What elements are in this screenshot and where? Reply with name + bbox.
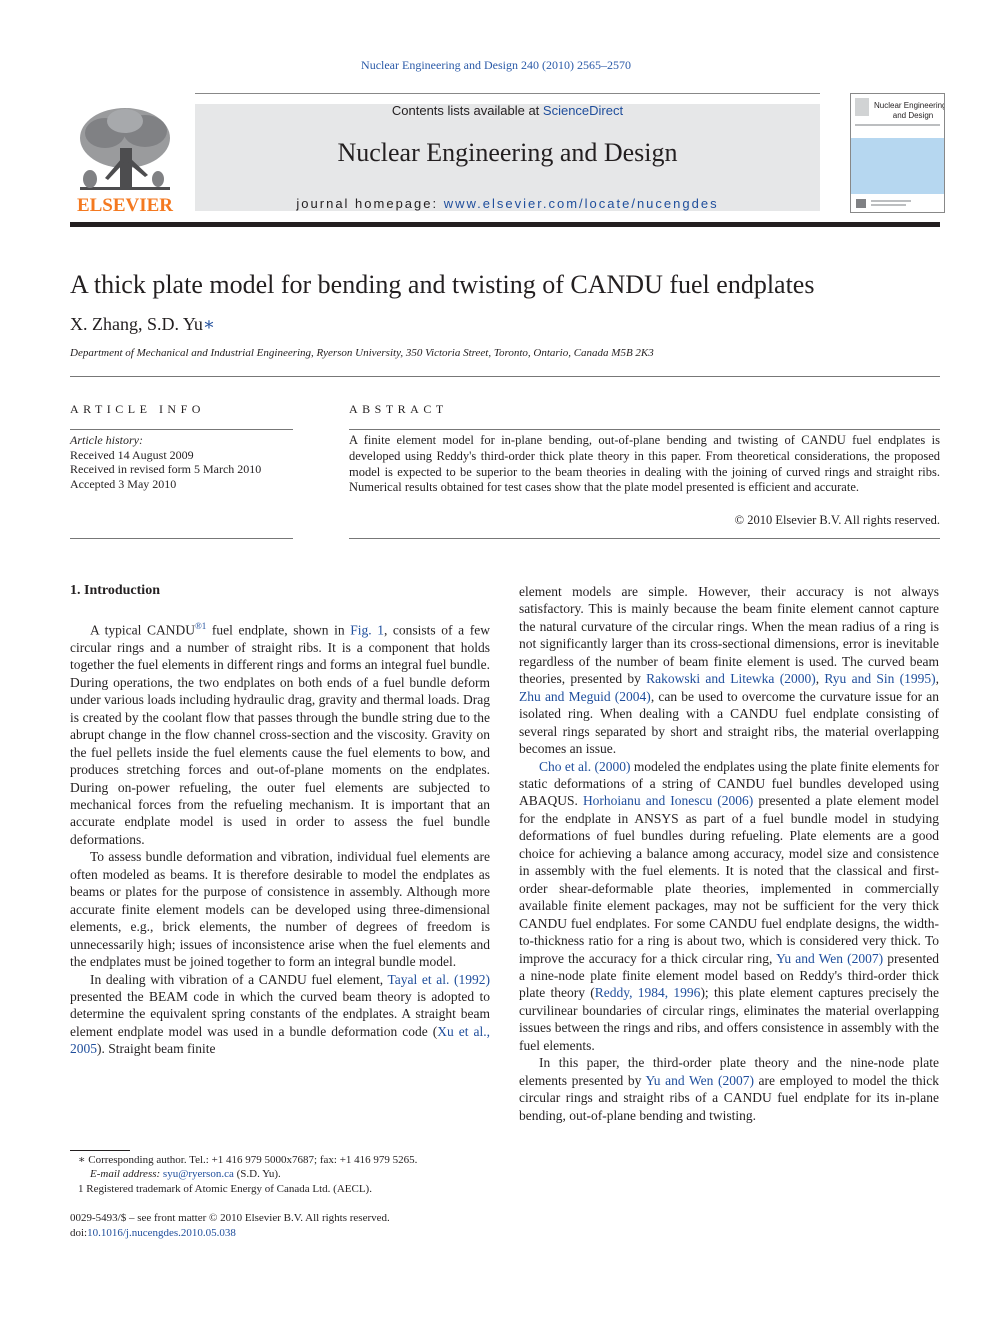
journal-citation[interactable]: Nuclear Engineering and Design 240 (2010) 2565–2570 [361, 58, 631, 72]
text: modeled the endplates using the plate finite elements for static deformations of a string of CANDU fuel bundles developed using ABAQUS. [519, 758, 940, 809]
article-history [70, 433, 293, 491]
divider [70, 376, 940, 377]
doi-prefix: doi: [70, 1226, 88, 1239]
footnote-email [70, 1167, 490, 1181]
journal-homepage [195, 196, 820, 211]
citation-link[interactable]: Tayal et al. (1992) [387, 971, 490, 987]
paragraph [519, 583, 939, 758]
footnote-corresponding [70, 1153, 490, 1167]
divider [349, 429, 940, 430]
text: In this paper, the third-order plate theory and the nine-node plate elements presented by [519, 1055, 939, 1088]
text: fuel endplate, shown in [206, 622, 351, 638]
author-names: X. Zhang, S.D. Yu [70, 314, 203, 334]
body-column-right [519, 583, 939, 1124]
contents-line [195, 103, 820, 118]
text: ). Straight beam finite [97, 1041, 216, 1057]
footnote-rule [70, 1150, 130, 1151]
footnote-1 [70, 1182, 490, 1196]
citation-link[interactable]: Yu and Wen (2007) [645, 1072, 754, 1088]
citation-link[interactable]: Cho et al. (2000) [539, 758, 631, 774]
email-label: E-mail address: [90, 1168, 161, 1181]
text: ); this plate element captures precisely the curvilinear boundaries of circular rings, eliminates the material overlapping issues between the rings and ribs, and offers consistence in assembly with the fuel elements. [519, 985, 939, 1053]
email-link[interactable]: syu@ryerson.ca [162, 1168, 234, 1181]
homepage-link[interactable]: www.elsevier.com/locate/nucengdes [443, 196, 719, 211]
text: , consists of a few circular rings and a number of straight ribs. It is a component that holds together the fuel elements in different rings and forms an integral fuel bundle. During operations, the two endplates on both ends of a fuel bundle deform under various loads including hydraulic drag, gravity and thermal loads. Drag is created by the coolant flow that passes through the bundle string due to the abrupt change in the flow channel cross-section and the viscosity. Gravity on the fuel pellets inside the fuel elements cause the fuel elements to bow, and produces stretching forces and out-of-plane moments on the endplates. During on-power refueling, the outer fuel elements are subjected to mechanical forces from the refueling mechanism. It is important that an accurate endplate model is used in order to assess the fuel bundle deformations. [70, 622, 490, 847]
corresponding-author-mark[interactable]: ∗ [202, 314, 216, 334]
history-label: Article history: [70, 433, 143, 447]
citation-link[interactable]: Xu et al., 2005 [70, 1023, 490, 1057]
journal-name: Nuclear Engineering and Design [337, 138, 678, 167]
text: presented the BEAM code in which the curved beam theory is adopted to determine the equivalent spring constants of the endplates. A straight beam element endplate model was used in a bundle deformation code ( [70, 989, 490, 1039]
figure-link[interactable]: Fig. 1 [350, 622, 384, 638]
paragraph: To assess bundle deformation and vibration, individual fuel elements are often modeled as beams. It is therefore desirable to model the endplates as beams or plates for the purpose of consistence in assembly. Although more accurate finite element models can be developed using three-dimensional elements, e.g., brick elements, the number of degrees of freedom is unnecessarily high; issues of inconsistence arise when the fuel elements and the endplates must be joined together to form an integral bundle model. [70, 849, 490, 970]
journal-cover-thumbnail[interactable] [850, 93, 945, 213]
citation-link[interactable]: Horhoianu and Ionescu (2006) [582, 793, 754, 809]
doi-line [70, 1226, 490, 1241]
divider [349, 538, 940, 539]
contents-prefix: Contents lists available at [391, 103, 543, 118]
cover-image-icon [851, 94, 944, 212]
citation-link[interactable]: Reddy, 1984, 1996 [594, 985, 701, 1001]
section-heading: 1. Introduction [70, 583, 160, 598]
abstract-text: A finite element model for in-plane bending, out-of-plane bending and twisting of CANDU fuel endplates is developed using Reddy's third-order thick plate theory in this paper. From theoretical considerations, the proposed model is expected to be superior to the beam theories in dealing with the joining of curved rings and straight ribs. Numerical results obtained for test cases show that the plate model presented is efficient and accurate. [349, 433, 940, 495]
footnotes [70, 1153, 490, 1196]
text: In dealing with vibration of a CANDU fuel element, [90, 971, 388, 987]
affiliation: Department of Mechanical and Industrial Engineering, Ryerson University, 350 Victoria Street, Toronto, Ontario, Canada M5B 2K3 [70, 347, 654, 359]
header-divider [70, 222, 940, 227]
authors [70, 314, 215, 335]
footnote-mark: 1 [78, 1182, 84, 1195]
footnote-text: Corresponding author. Tel.: +1 416 979 5000x7687; fax: +1 416 979 5265. [88, 1154, 418, 1166]
elsevier-logo[interactable] [70, 103, 180, 215]
footnote-mark: ∗ [78, 1154, 86, 1166]
cover-title-line1: Nuclear Engineering [874, 101, 944, 110]
paragraph [70, 618, 490, 848]
homepage-prefix: journal homepage: [296, 196, 444, 211]
elsevier-tree-icon [70, 103, 180, 215]
citation-link[interactable]: Zhu and Meguid (2004) [519, 688, 651, 704]
text: A typical CANDU [90, 622, 195, 638]
body-column-left [70, 618, 490, 1058]
citation-link[interactable]: Yu and Wen (2007) [776, 950, 884, 966]
paragraph [519, 1054, 939, 1124]
accepted-date: Accepted 3 May 2010 [70, 476, 177, 491]
revised-date: Received in revised form 5 March 2010 [70, 462, 262, 476]
citation-link[interactable]: Ryu and Sin (1995) [824, 671, 936, 687]
citation-link[interactable]: Rakowski and Litewka (2000) [646, 671, 816, 687]
text: , can be used to overcome the curvature issue for an isolated ring. When dealing with a CANDU fuel endplate consisting of several rings separated by short and straight ribs, the material overlapping becomes an issue. [519, 688, 939, 757]
paragraph [70, 971, 490, 1058]
footnote-text: Registered trademark of Atomic Energy of Canada Ltd. (AECL). [86, 1182, 372, 1195]
front-matter [70, 1211, 490, 1240]
divider [70, 538, 293, 539]
footnote-ref[interactable]: ®1 [194, 621, 207, 631]
doi-link[interactable]: 10.1016/j.nucengdes.2010.05.038 [87, 1226, 236, 1239]
text: presented a nine-node plate finite element model based on Reddy's third-order thick plate theory ( [519, 950, 939, 1001]
received-date: Received 14 August 2009 [70, 447, 194, 462]
issn-line: 0029-5493/$ – see front matter © 2010 Elsevier B.V. All rights reserved. [70, 1212, 390, 1224]
cover-title-line2: and Design [892, 111, 934, 120]
divider [70, 429, 293, 430]
masthead-top-rule [195, 93, 820, 94]
text: , [815, 671, 825, 687]
text: , [935, 671, 939, 687]
text: element models are simple. However, their accuracy is not always satisfactory. This is mainly because the beam finite element cannot capture the natural curvature of the circular rings. When the mean radius of a ring is not significantly larger than its cross-sectional dimensions, error is inevitable regardless of the number of beam finite element is used. The curved beam theories, presented by [519, 584, 939, 687]
publisher-wordmark: ELSEVIER [76, 195, 174, 215]
article-title: A thick plate model for bending and twisting of CANDU fuel endplates [70, 270, 815, 299]
article-info-heading: ARTICLE INFO [70, 402, 205, 416]
text: presented a plate element model for the endplate in ANSYS as part of a fuel bundle model in studying deformations of fuel bundles during refueling. Plate elements are a good choice for achieving a balance among accuracy, model size and consistence in assembly with the fuel elements. It is noted that the classical and first-order shear-deformable plate theories, implemented in commercially available finite element packages, may not be sufficient for the very thick CANDU fuel endplates. For some CANDU fuel endplate designs, the width-to-thickness ratio for a ring is about two, which is considered very thick. To improve the accuracy for a thick circular ring, [519, 793, 939, 966]
sciencedirect-link[interactable]: ScienceDirect [542, 103, 624, 118]
abstract-heading: ABSTRACT [349, 402, 448, 416]
abstract-copyright: © 2010 Elsevier B.V. All rights reserved. [734, 513, 940, 527]
footnote-text: (S.D. Yu). [233, 1168, 281, 1181]
paragraph [519, 758, 939, 1055]
text: are employed to model the thick circular rings and straight ribs of a CANDU fuel endplate for its in-plane bending, out-of-plane bending and twisting. [519, 1072, 939, 1123]
